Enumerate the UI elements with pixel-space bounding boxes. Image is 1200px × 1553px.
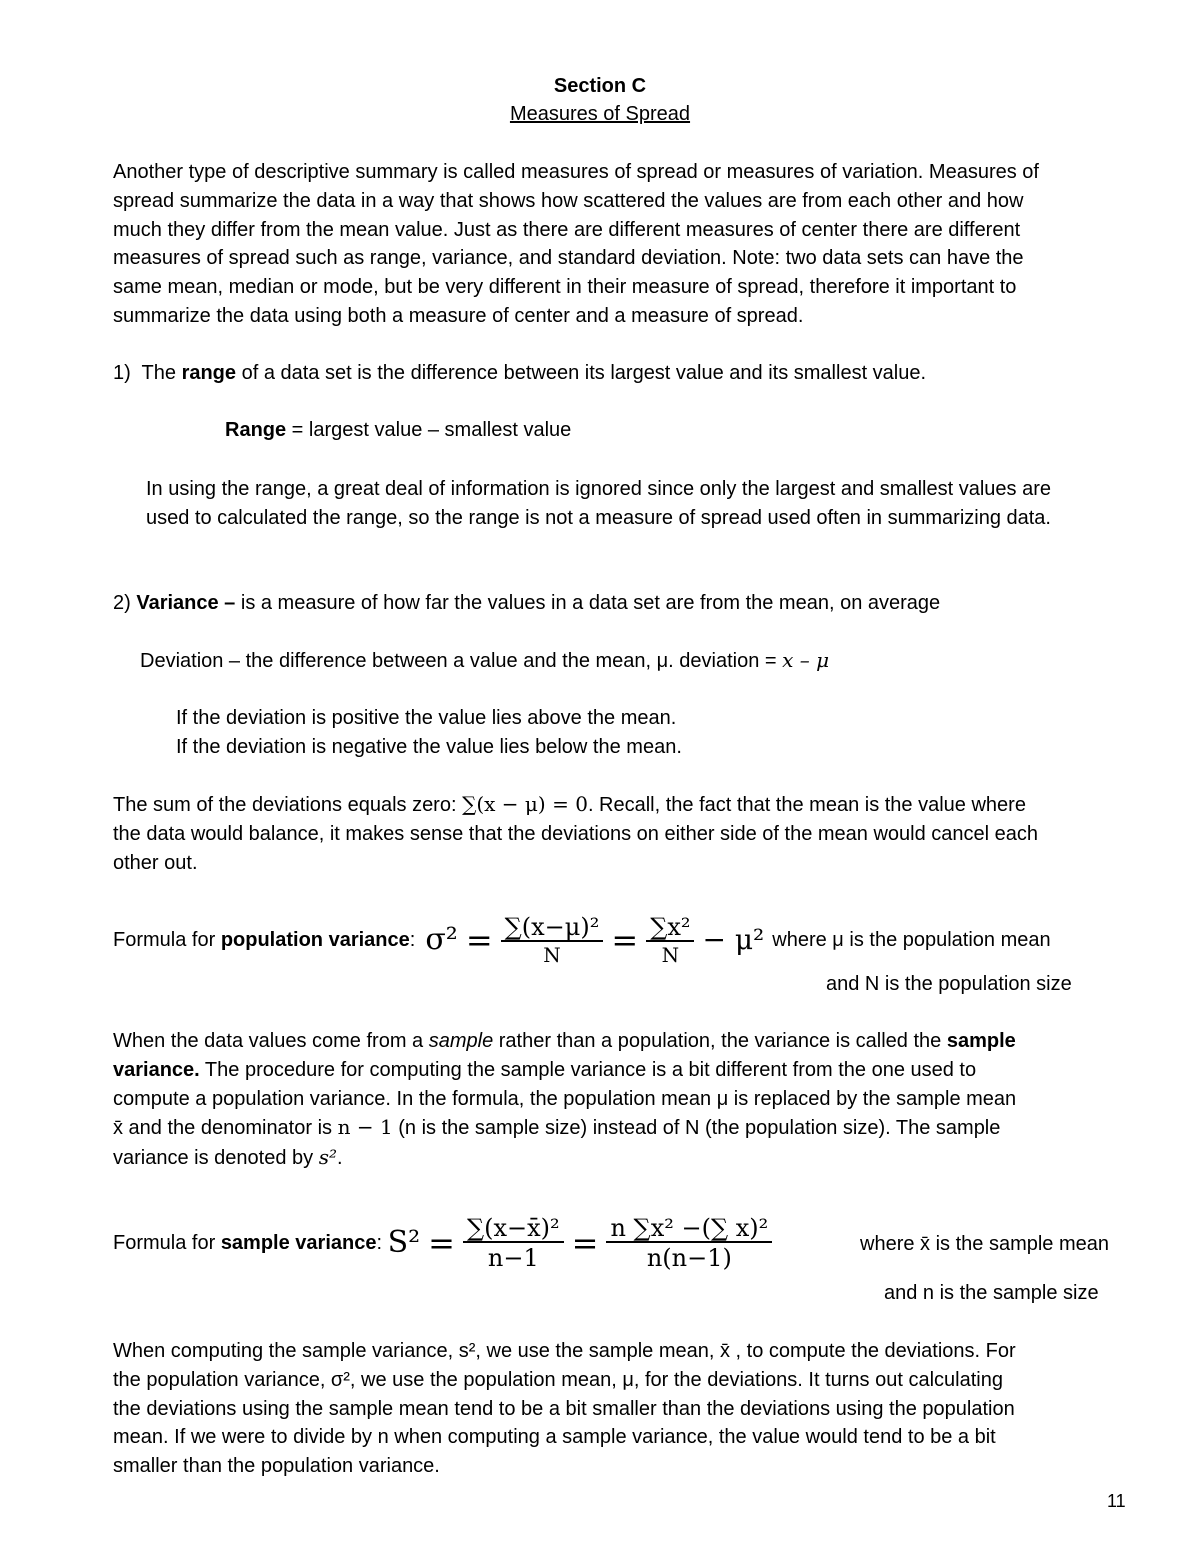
deviation-sum-paragraph xyxy=(113,790,1123,877)
population-formula-label xyxy=(113,926,415,955)
range-note-line: used to calculated the range, so the range is not a measure of spread used often in summarizing data. xyxy=(146,506,1051,529)
range-formula xyxy=(225,416,571,445)
population-fraction-1 xyxy=(501,914,604,966)
minus-mu-squared: − μ² xyxy=(702,922,765,956)
deviation-formula: x – μ xyxy=(782,648,830,672)
equals-sign: = xyxy=(571,1223,599,1262)
population-denominator-1: N xyxy=(501,940,604,966)
intro-line: summarize the data using both a measure of center and a measure of spread. xyxy=(113,304,804,327)
sample-variance-formula xyxy=(113,1198,772,1288)
deviation-sum-line: the data would balance, it makes sense that the deviations on either side of the mean would cancel each xyxy=(113,822,1039,845)
intro-paragraph xyxy=(113,158,1123,331)
text-span: The procedure for computing the sample variance is a bit different from the one used to xyxy=(199,1058,977,1081)
range-formula-label: Range xyxy=(225,419,287,441)
sample-intro-line xyxy=(113,1143,1123,1173)
sum-prefix: The sum of the deviations equals zero: xyxy=(113,794,463,816)
equals-sign: = xyxy=(611,920,639,959)
text-span: (n is the sample size) instead of N (the population size). The sample xyxy=(392,1117,1001,1140)
intro-line: spread summarize the data in a way that shows how scattered the values are from each other and how xyxy=(113,189,1024,212)
sample-intro-line xyxy=(113,1056,1123,1085)
closing-line: the deviations using the sample mean tend to be a bit smaller than the deviations using the population xyxy=(113,1397,1015,1420)
population-numerator-1: ∑(x−μ)² xyxy=(504,912,600,941)
sample-intro-line: compute a population variance. In the formula, the population mean μ is replaced by the sample mean xyxy=(113,1087,1017,1110)
intro-line: measures of spread such as range, variance, and standard deviation. Note: two data sets can have the xyxy=(113,247,1024,270)
sample-where-2: and n is the sample size xyxy=(884,1282,1099,1304)
equals-sign: = xyxy=(465,920,493,959)
sample-intro-line xyxy=(113,1027,1123,1056)
bold-sample: sample xyxy=(946,1030,1016,1052)
range-definition xyxy=(113,359,1123,388)
deviation-sum-line xyxy=(113,790,1123,820)
deviation-text: Deviation – the difference between a value and the mean, μ. deviation = xyxy=(140,650,783,672)
range-def-text: of a data set is the difference between its largest value and its smallest value. xyxy=(236,362,927,384)
population-label-suffix: : xyxy=(409,928,416,951)
text-span: rather than a population, the variance is called the xyxy=(493,1030,947,1052)
sample-formula-label xyxy=(113,1229,388,1258)
range-term: range xyxy=(181,362,237,384)
deviation-sign-notes xyxy=(176,704,682,762)
equals-sign: = xyxy=(428,1223,455,1262)
s-squared-symbol: S² xyxy=(387,1224,421,1260)
sample-label-bold: sample variance xyxy=(220,1231,377,1254)
closing-line: When computing the sample variance, s², we use the sample mean, x̄ , to compute the deviations. For xyxy=(113,1340,1016,1362)
sample-numerator-2: n ∑x² −(∑ x)² xyxy=(610,1213,769,1242)
text-span: variance is denoted by xyxy=(113,1147,319,1170)
sum-suffix: . Recall, the fact that the mean is the value where xyxy=(587,794,1026,816)
text-span: . xyxy=(336,1147,343,1170)
s-squared: s² xyxy=(318,1145,337,1170)
intro-line: much they differ from the mean value. Just as there are different measures of center there are different xyxy=(113,218,1021,241)
population-where-1: where μ is the population mean xyxy=(772,928,1051,951)
sample-numerator-1: ∑(x−x̄)² xyxy=(466,1213,560,1242)
text-span: When the data values come from a xyxy=(113,1030,429,1052)
italic-sample: sample xyxy=(428,1030,494,1052)
population-fraction-2 xyxy=(646,914,694,966)
sample-fraction-2 xyxy=(606,1215,772,1272)
deviation-negative: If the deviation is negative the value lies below the mean. xyxy=(176,735,682,758)
sample-intro-line xyxy=(113,1113,1123,1143)
page-number: 11 xyxy=(1107,1491,1126,1511)
deviation-sum-line: other out. xyxy=(113,851,198,874)
population-label-bold: population variance xyxy=(220,928,410,951)
closing-line: smaller than the population variance. xyxy=(113,1455,440,1478)
sample-denominator-1: n−1 xyxy=(463,1241,564,1271)
closing-paragraph xyxy=(113,1337,1123,1481)
intro-line: Another type of descriptive summary is called measures of spread or measures of variation. Measures of xyxy=(113,161,1039,183)
variance-number: 2) xyxy=(113,592,137,614)
closing-line: the population variance, σ², we use the population mean, μ, for the deviations. It turns out calculating xyxy=(113,1368,1003,1391)
sigma-squared: σ² xyxy=(425,921,458,957)
range-number: 1) The xyxy=(113,362,182,384)
n-minus-one: n − 1 xyxy=(337,1115,393,1140)
sample-label-suffix: : xyxy=(376,1231,388,1254)
sample-label-prefix: Formula for xyxy=(113,1231,221,1254)
sample-denominator-2: n(n−1) xyxy=(606,1241,772,1271)
closing-line: mean. If we were to divide by n when computing a sample variance, the value would tend to be a bit xyxy=(113,1426,996,1449)
population-variance-formula xyxy=(113,900,1051,980)
population-where-2: and N is the population size xyxy=(826,973,1072,995)
page-title: Measures of Spread xyxy=(509,103,691,125)
population-label-prefix: Formula for xyxy=(113,928,221,951)
variance-definition xyxy=(113,589,1123,618)
sum-formula: ∑(x − μ) = 0 xyxy=(462,792,588,816)
sample-intro-paragraph xyxy=(113,1027,1123,1173)
variance-def-text: is a measure of how far the values in a data set are from the mean, on average xyxy=(235,592,941,614)
population-denominator-2: N xyxy=(646,940,694,966)
deviation-positive: If the deviation is positive the value lies above the mean. xyxy=(176,707,677,729)
range-note-line: In using the range, a great deal of information is ignored since only the largest and smallest values are xyxy=(146,478,1051,500)
sample-fraction-1 xyxy=(463,1215,564,1272)
range-formula-text: = largest value – smallest value xyxy=(286,419,572,441)
text-span: x̄ and the denominator is xyxy=(113,1117,338,1140)
deviation-definition xyxy=(140,646,829,676)
intro-line: same mean, median or mode, but be very different in their measure of spread, therefore it important to xyxy=(113,276,1017,299)
population-numerator-2: ∑x² xyxy=(650,912,691,941)
variance-term: Variance – xyxy=(136,592,236,614)
section-label: Section C xyxy=(553,75,647,97)
sample-where-1: where x̄ is the sample mean xyxy=(860,1233,1110,1255)
range-note xyxy=(146,475,1051,533)
bold-variance: variance. xyxy=(113,1058,200,1081)
